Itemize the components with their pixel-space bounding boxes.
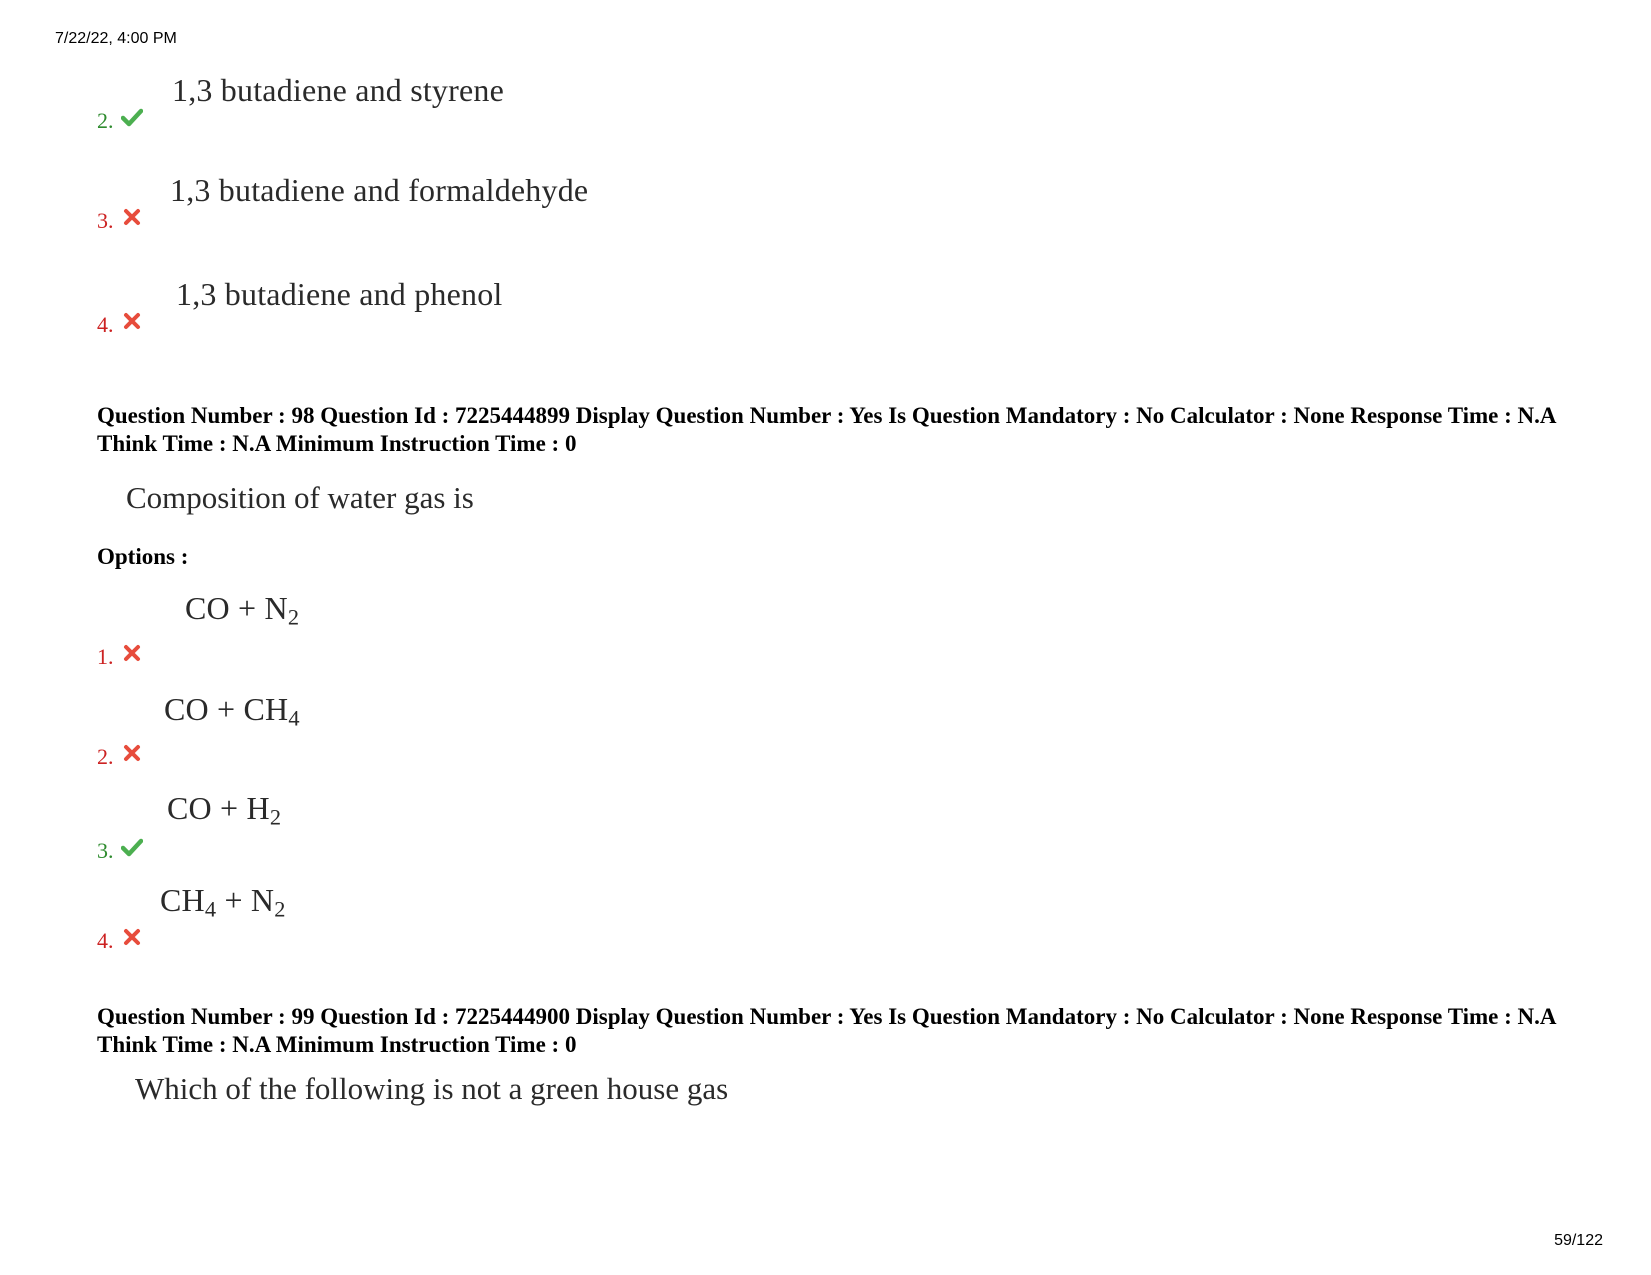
cross-icon	[121, 206, 143, 228]
option-text: 1,3 butadiene and phenol	[176, 276, 503, 312]
option-item	[97, 276, 997, 336]
option-text: 1,3 butadiene and formaldehyde	[170, 172, 589, 208]
option-item	[97, 790, 997, 863]
page-number: 59/122	[1554, 1232, 1603, 1249]
check-icon	[121, 836, 143, 858]
option-number: 4.	[97, 312, 114, 337]
option-number: 2.	[97, 744, 114, 769]
check-icon	[121, 106, 143, 128]
option-item	[97, 691, 997, 769]
options-label: Options :	[97, 544, 189, 569]
option-formula: CO + $CH_4$	[164, 691, 300, 731]
option-item	[97, 72, 997, 132]
option-item	[97, 590, 997, 669]
option-number: 4.	[97, 928, 114, 953]
cross-icon	[121, 310, 143, 332]
option-formula: $CH_4 + N_2$	[160, 882, 286, 922]
option-item	[97, 172, 997, 232]
option-item	[97, 882, 997, 953]
print-timestamp: 7/22/22, 4:00 PM	[55, 30, 177, 47]
option-text: 1,3 butadiene and styrene	[172, 72, 504, 108]
cross-icon	[121, 642, 143, 664]
question-text: Composition of water gas is	[126, 480, 474, 515]
option-number: 2.	[97, 108, 114, 133]
question-meta: Question Number : 98 Question Id : 7225444899 Display Question Number : Yes Is Question Mandatory : No Calculator : None Response Time : N.A Think Time : N.A Minimum Instruction Time : 0	[97, 403, 1556, 456]
option-number: 1.	[97, 644, 114, 669]
question-text: Which of the following is not a green house gas	[135, 1071, 729, 1106]
option-formula: CO + $N_2$	[185, 590, 300, 630]
cross-icon	[121, 926, 143, 948]
question-meta: Question Number : 99 Question Id : 7225444900 Display Question Number : Yes Is Question Mandatory : No Calculator : None Response Time : N.A Think Time : N.A Minimum Instruction Time : 0	[97, 1004, 1556, 1057]
option-formula: CO + $H_2$	[167, 790, 282, 830]
cross-icon	[121, 742, 143, 764]
option-number: 3.	[97, 838, 114, 863]
option-number: 3.	[97, 208, 114, 233]
